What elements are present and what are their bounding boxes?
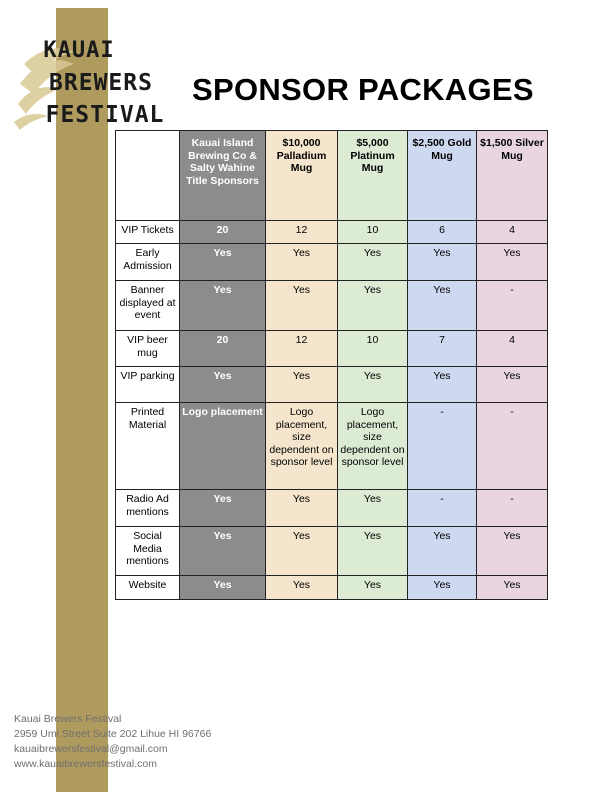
- row-label: Early Admission: [116, 244, 180, 281]
- row-label: Website: [116, 576, 180, 600]
- row-label: VIP Tickets: [116, 221, 180, 244]
- table-cell: 6: [408, 221, 477, 244]
- table-cell: Logo placement: [180, 403, 266, 490]
- table-cell: 12: [266, 221, 338, 244]
- table-cell: 4: [477, 221, 548, 244]
- table-cell: Yes: [266, 576, 338, 600]
- table-row: [116, 490, 548, 527]
- table-cell: Yes: [180, 281, 266, 331]
- table-cell: Yes: [477, 244, 548, 281]
- footer-website: www.kauaibrewersfestival.com: [14, 758, 157, 770]
- table-cell: -: [408, 403, 477, 490]
- table-cell: Yes: [180, 490, 266, 527]
- row-label: Banner displayed at event: [116, 281, 180, 331]
- table-cell: Yes: [338, 281, 408, 331]
- table-cell: 4: [477, 331, 548, 367]
- table-cell: Yes: [266, 527, 338, 576]
- footer-address: 2959 Umi Street Suite 202 Lihue HI 96766: [14, 728, 212, 740]
- table-cell: Yes: [477, 367, 548, 403]
- table-row: [116, 576, 548, 600]
- table-cell: Yes: [338, 367, 408, 403]
- table-row: [116, 221, 548, 244]
- table-cell: Yes: [180, 576, 266, 600]
- header-palladium: $10,000 Palladium Mug: [266, 131, 338, 221]
- table-cell: Yes: [408, 281, 477, 331]
- table-cell: Yes: [180, 244, 266, 281]
- table-cell: Yes: [338, 490, 408, 527]
- table-cell: Yes: [180, 367, 266, 403]
- row-label: VIP parking: [116, 367, 180, 403]
- table-cell: Yes: [266, 367, 338, 403]
- table-cell: -: [477, 490, 548, 527]
- table-cell: Yes: [266, 281, 338, 331]
- table-row: [116, 281, 548, 331]
- table-cell: 10: [338, 221, 408, 244]
- row-label: Radio Ad mentions: [116, 490, 180, 527]
- logo-line-kauai: KAUAI: [43, 38, 115, 63]
- table-cell: Yes: [408, 367, 477, 403]
- table-cell: -: [477, 403, 548, 490]
- table-cell: 7: [408, 331, 477, 367]
- contact-footer: [14, 712, 211, 772]
- logo-line-brewers: BREWERS: [49, 70, 153, 96]
- row-label: VIP beer mug: [116, 331, 180, 367]
- table-cell: Yes: [338, 527, 408, 576]
- table-cell: Yes: [408, 576, 477, 600]
- header-platinum: $5,000 Platinum Mug: [338, 131, 408, 221]
- header-row: [116, 131, 548, 221]
- table-cell: Logo placement, size dependent on sponsor level: [266, 403, 338, 490]
- table-cell: 20: [180, 331, 266, 367]
- table-cell: 20: [180, 221, 266, 244]
- header-blank: [116, 131, 180, 221]
- table-row: [116, 403, 548, 490]
- table-cell: Yes: [477, 527, 548, 576]
- table-cell: 10: [338, 331, 408, 367]
- table-cell: Yes: [477, 576, 548, 600]
- header-title-sponsor: Kauai Island Brewing Co & Salty Wahine Title Sponsors: [180, 131, 266, 221]
- table-cell: Yes: [408, 527, 477, 576]
- sponsor-packages-table: [115, 130, 548, 600]
- table-row: [116, 331, 548, 367]
- header-silver: $1,500 Silver Mug: [477, 131, 548, 221]
- footer-org-name: Kauai Brewers Festival: [14, 713, 122, 725]
- page-title: SPONSOR PACKAGES: [192, 72, 534, 107]
- logo-line-festival: FESTIVAL: [45, 102, 165, 128]
- festival-logo: [14, 34, 184, 134]
- table-row: [116, 527, 548, 576]
- table-row: [116, 367, 548, 403]
- header-gold: $2,500 Gold Mug: [408, 131, 477, 221]
- table-cell: 12: [266, 331, 338, 367]
- table-cell: Yes: [338, 576, 408, 600]
- table-cell: Yes: [338, 244, 408, 281]
- table-cell: Logo placement, size dependent on sponsor level: [338, 403, 408, 490]
- table-row: [116, 244, 548, 281]
- table-cell: Yes: [408, 244, 477, 281]
- footer-email: kauaibrewersfestival@gmail.com: [14, 743, 168, 755]
- table-cell: Yes: [266, 490, 338, 527]
- table-cell: -: [477, 281, 548, 331]
- table-cell: Yes: [180, 527, 266, 576]
- row-label: Printed Material: [116, 403, 180, 490]
- row-label: Social Media mentions: [116, 527, 180, 576]
- table-cell: Yes: [266, 244, 338, 281]
- table-cell: -: [408, 490, 477, 527]
